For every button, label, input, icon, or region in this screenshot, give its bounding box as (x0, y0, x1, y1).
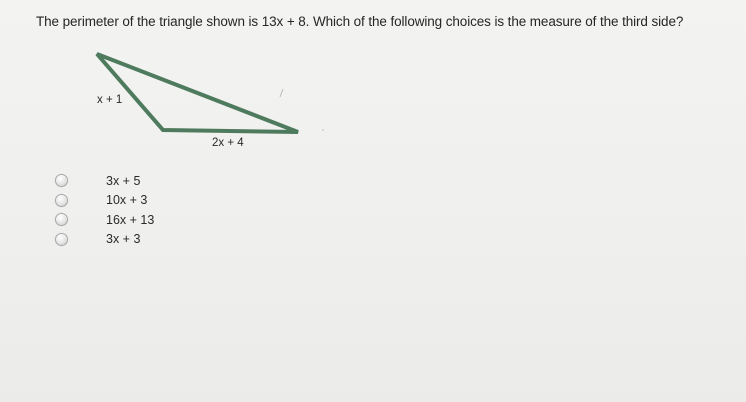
answer-choices (55, 171, 154, 249)
stray-dot (322, 129, 324, 131)
choice-label[interactable]: 16x + 13 (106, 212, 155, 227)
radio-button[interactable] (55, 194, 68, 207)
choice-2[interactable] (55, 191, 154, 211)
question-text: The perimeter of the triangle shown is 13x + 8. Which of the following choices is the measure of the third side? (36, 14, 684, 29)
triangle-shape (97, 54, 298, 132)
choice-label[interactable]: 3x + 3 (106, 232, 141, 247)
choice-4[interactable] (55, 230, 154, 250)
radio-button[interactable] (55, 213, 68, 226)
choice-label[interactable]: 3x + 5 (106, 173, 141, 188)
radio-button[interactable] (55, 174, 68, 187)
side-bottom-label: 2x + 4 (212, 137, 244, 149)
triangle-figure (80, 45, 340, 155)
choice-label[interactable]: 10x + 3 (106, 193, 148, 208)
choice-3[interactable] (55, 210, 154, 230)
side-left-label: x + 1 (97, 94, 123, 106)
radio-button[interactable] (55, 233, 68, 246)
stray-mark (280, 89, 283, 97)
choice-1[interactable] (55, 171, 154, 191)
